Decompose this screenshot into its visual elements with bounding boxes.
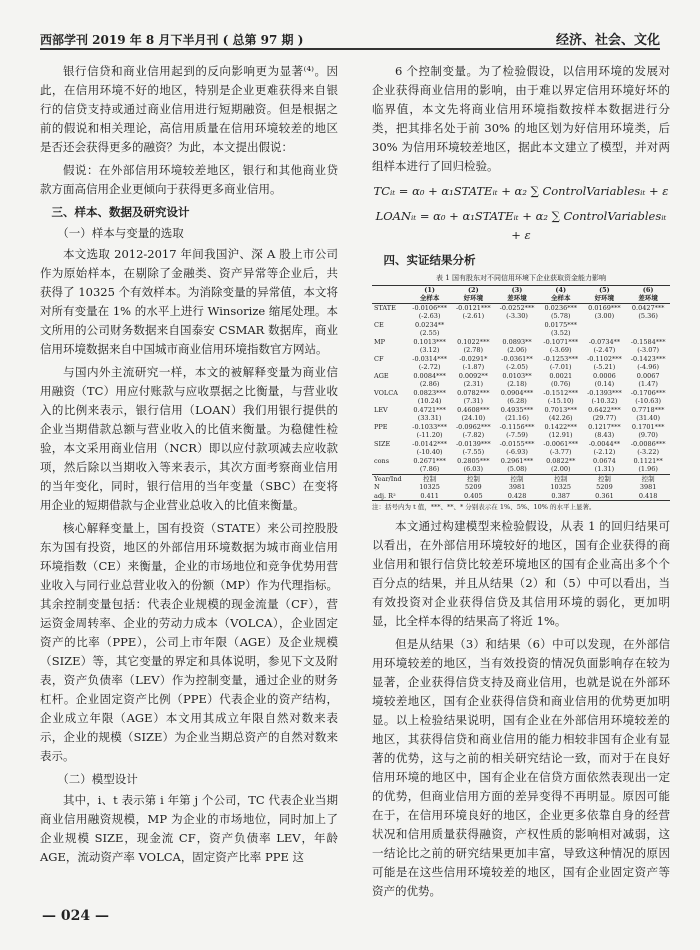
table-row bbox=[372, 389, 670, 398]
table-row bbox=[372, 457, 670, 466]
table-cell bbox=[372, 312, 408, 321]
table-cell: 0.2671*** bbox=[413, 456, 446, 465]
table-cell: 3981 bbox=[639, 483, 657, 491]
table-cell: 0.0084*** bbox=[413, 371, 446, 380]
table-cell: Year/Ind bbox=[374, 474, 402, 483]
table-cell: CE bbox=[374, 320, 384, 329]
table-cell: N bbox=[374, 483, 380, 491]
table-row bbox=[372, 448, 670, 457]
section-heading: 三、样本、数据及研究设计 bbox=[51, 205, 190, 219]
table-cell: 0.0893** bbox=[502, 337, 532, 346]
table-row bbox=[372, 355, 670, 364]
table-cell: 控制 bbox=[423, 474, 437, 483]
table-cell: (2.55) bbox=[419, 329, 440, 337]
table-row bbox=[372, 474, 670, 483]
paragraph: 与国内外主流研究一样，本文的被解释变量为商业信用融资（TC）用应付账款与应收票据之比衡量，与营业收入的比例来表示，银行信用（LOAN）我们用银行提供的企业当期借款总额与营业收入的比值来衡量。为稳健性检验，本文采用商业信用（NCR）即以应付款项减去应收款项，然后除以当期收入等来表示，其次方面考察商业信用的当年变化，同时，银行信用的当年变量（SBC）在变将用企业的短期借款与企业营业总收入的比值来衡量。 bbox=[40, 365, 338, 512]
table-cell: (-7.82) bbox=[462, 431, 485, 439]
table-header-cell: (2) bbox=[467, 285, 479, 294]
table-note: 注：括号内为 t 值，***、**、* 分别表示在 1%、5%、10% 的水平上显著。 bbox=[372, 503, 596, 511]
table-cell bbox=[451, 321, 495, 330]
table-cell: -0.0962*** bbox=[455, 422, 491, 431]
table-header-cell bbox=[372, 294, 408, 303]
table-cell: 0.0782*** bbox=[457, 388, 490, 397]
table-cell bbox=[372, 380, 408, 389]
table-cell bbox=[626, 329, 670, 338]
table-cell: 控制 bbox=[466, 474, 480, 483]
table-cell: -0.0139*** bbox=[455, 439, 491, 448]
table-cell: (-2.61) bbox=[462, 312, 485, 320]
table-cell: (2.86) bbox=[419, 380, 440, 388]
table-cell: 0.1013*** bbox=[413, 337, 446, 346]
table-cell: -0.0061*** bbox=[543, 439, 579, 448]
table-cell bbox=[372, 448, 408, 457]
table-row bbox=[372, 414, 670, 423]
table-cell: 0.0234** bbox=[414, 320, 445, 329]
table-cell: 0.0823*** bbox=[413, 388, 446, 397]
table-cell: (-2.05) bbox=[506, 363, 528, 371]
table-cell: -0.1071*** bbox=[543, 337, 579, 346]
table-cell: CF bbox=[374, 354, 384, 363]
table-cell: (3.12) bbox=[419, 346, 440, 354]
table-cell: -0.0142*** bbox=[412, 439, 447, 448]
table-cell: (5.78) bbox=[550, 312, 571, 320]
table-cell: -0.1156*** bbox=[499, 422, 535, 431]
table-cell: 0.0006 bbox=[593, 371, 616, 380]
table-cell: 0.4608*** bbox=[457, 405, 490, 414]
regression-table-block bbox=[372, 274, 670, 511]
paragraph: 假说：在外部信用环境较差地区，银行和其他商业贷款方面高信用企业更倾向于获得更多商业信用。 bbox=[40, 163, 338, 196]
table-cell: 0.0103** bbox=[502, 371, 532, 380]
table-cell: VOLCA bbox=[374, 388, 398, 397]
paragraph: 6 个控制变量。为了检验假设，以信用环境的发展对企业获得商业信用的影响，由于难以界定信用环境好坏的临界值，本文先将商业信用环境指数按样本数据进行分类，把其排名处于前 30% 的地区划为好信用环境类，后 30% 为信用环境较差地区，据此本文建立了模型，并对两组样本进行了回归检验。 bbox=[372, 64, 670, 173]
page-header bbox=[40, 22, 660, 50]
table-header-cell: (5) bbox=[599, 285, 610, 294]
table-cell: (31.40) bbox=[636, 414, 660, 422]
table-cell: 0.1121** bbox=[633, 456, 663, 465]
paragraph: 本文选取 2012-2017 年间我国沪、深 A 股上市公司作为原始样本，在剔除了金融类、资产异常等企业后，共获得了 10325 个有效样本。为消除变量的异常值，本文将对所有变量在 1% 的水平上进行 Winsorize 缩尾处理。本文所用的公司财务数据来自国泰安 CSMAR 数据库，商业信用环境数据来自中国城市商业信用环境指数官方网站。 bbox=[40, 247, 338, 356]
table-cell: 0.2961*** bbox=[500, 456, 534, 465]
table-cell: -0.0252*** bbox=[499, 303, 535, 312]
table-cell: 0.4935*** bbox=[500, 405, 534, 414]
table-row bbox=[372, 397, 670, 406]
table-cell: (-7.01) bbox=[549, 363, 572, 371]
table-cell: -0.0361** bbox=[501, 354, 533, 363]
table-cell: (24.10) bbox=[461, 414, 486, 422]
table-cell: (6.03) bbox=[463, 465, 484, 473]
table-cell bbox=[372, 397, 408, 406]
table-cell: 10325 bbox=[550, 483, 572, 491]
table-cell: (10.24) bbox=[417, 397, 442, 405]
table-cell: (33.31) bbox=[417, 414, 442, 422]
table-cell: (5.36) bbox=[638, 312, 658, 320]
table-cell: 控制 bbox=[510, 474, 524, 483]
table-cell: -0.1102*** bbox=[587, 354, 622, 363]
table-cell: (0.14) bbox=[594, 380, 615, 388]
table-header-cell: (6) bbox=[642, 285, 654, 294]
table-cell: (-2.47) bbox=[593, 346, 616, 354]
table-cell bbox=[372, 414, 408, 423]
table-cell: -0.0291* bbox=[459, 354, 488, 363]
table-cell: (0.76) bbox=[550, 380, 571, 388]
table-row bbox=[372, 372, 670, 381]
table-row bbox=[372, 312, 670, 321]
table-cell: LEV bbox=[374, 405, 388, 414]
table-row bbox=[372, 423, 670, 432]
table-header-cell: 好环境 bbox=[583, 294, 627, 303]
table-row bbox=[372, 465, 670, 474]
journal-info: 西部学刊 2019 年 8 月下半月刊 ( 总第 97 期 ) bbox=[40, 33, 304, 47]
formula: LOANᵢₜ = α₀ + α₁STATEᵢₜ + α₂ ∑ ControlVariablesᵢₜ + ε bbox=[375, 209, 667, 242]
table-cell: MP bbox=[374, 337, 386, 346]
table-cell: (-4.96) bbox=[637, 363, 660, 371]
subsection-heading: （二）模型设计 bbox=[57, 772, 138, 786]
section-label: 经济、社会、文化 bbox=[555, 33, 660, 48]
table-cell: 0.0169*** bbox=[588, 303, 621, 312]
table-cell: -0.0044** bbox=[588, 439, 621, 448]
table-header-cell bbox=[372, 285, 408, 294]
table-cell: 10325 bbox=[419, 483, 440, 491]
table-cell: (-15.10) bbox=[547, 397, 574, 405]
table-cell: 0.0021 bbox=[549, 371, 573, 380]
table-cell: (5.08) bbox=[507, 465, 527, 473]
table-header-cell: 好环境 bbox=[451, 294, 495, 303]
table-cell: -0.0314*** bbox=[412, 354, 447, 363]
table-row bbox=[372, 338, 670, 347]
table-cell: (2.18) bbox=[507, 380, 527, 388]
table-cell: 0.0175*** bbox=[544, 320, 577, 329]
table-cell: (1.47) bbox=[638, 380, 658, 388]
table-cell: 控制 bbox=[641, 474, 655, 483]
table-cell: -0.1423*** bbox=[630, 354, 666, 363]
table-cell: (42.26) bbox=[548, 414, 573, 422]
table-cell: (29.77) bbox=[592, 414, 617, 422]
table-row bbox=[372, 363, 670, 372]
table-cell bbox=[451, 329, 495, 338]
table-header-cell: 全样本 bbox=[408, 294, 452, 303]
table-cell: 0.0236*** bbox=[544, 303, 577, 312]
table-cell: SIZE bbox=[374, 439, 391, 448]
table-cell: 0.1217*** bbox=[588, 422, 621, 431]
table-cell: 0.0904*** bbox=[500, 388, 534, 397]
table-header-row bbox=[372, 294, 670, 303]
table-cell: (-3.77) bbox=[549, 448, 572, 456]
table-row bbox=[372, 346, 670, 355]
table-header-cell: 全样本 bbox=[539, 294, 583, 303]
table-cell: (-7.59) bbox=[506, 431, 528, 439]
table-row bbox=[372, 321, 670, 330]
table-cell: (1.31) bbox=[594, 465, 615, 473]
table-row bbox=[372, 303, 670, 312]
table-cell: 0.0092** bbox=[458, 371, 488, 380]
table-cell: adj. R² bbox=[374, 491, 396, 500]
table-row bbox=[372, 406, 670, 415]
table-cell: 0.6422*** bbox=[588, 405, 621, 414]
table-cell: STATE bbox=[374, 303, 396, 312]
table-cell: (1.96) bbox=[638, 465, 658, 473]
paragraph: 其中，i、t 表示第 i 年第 j 个公司，TC 代表企业当期商业信用融资规模，MP 为企业的市场地位，同时加上了企业规模 SIZE，现金流 CF，资产负债率 LEV，年龄 AGE，流动资产率 VOLCA，固定资产比率 PPE 这 bbox=[40, 793, 338, 864]
table-cell: (-2.63) bbox=[418, 312, 441, 320]
table-cell: -0.1253*** bbox=[543, 354, 579, 363]
table-cell: 0.7718*** bbox=[631, 405, 665, 414]
table-cell: 0.411 bbox=[420, 491, 439, 500]
table-cell: (-2.72) bbox=[418, 363, 441, 371]
table-cell: 0.418 bbox=[638, 491, 658, 500]
table-row bbox=[372, 483, 670, 492]
table-header-cell: 差环境 bbox=[495, 294, 539, 303]
table-cell: (-3.07) bbox=[637, 346, 660, 354]
table-cell: -0.0155*** bbox=[499, 439, 535, 448]
table-cell: 0.1701*** bbox=[631, 422, 665, 431]
table-cell: -0.0106*** bbox=[412, 303, 447, 312]
table-cell: 控制 bbox=[554, 474, 568, 483]
table-header-cell: (1) bbox=[424, 285, 435, 294]
table-cell: -0.0734** bbox=[588, 337, 621, 346]
table-cell: -0.0121*** bbox=[455, 303, 491, 312]
table-cell: cons bbox=[374, 456, 390, 465]
table-cell: (6.28) bbox=[507, 397, 527, 405]
table-cell: (-10.63) bbox=[635, 397, 662, 405]
table-cell: (-3.30) bbox=[506, 312, 528, 320]
regression-table bbox=[372, 285, 670, 502]
table-cell: (3.52) bbox=[550, 329, 571, 337]
table-cell: 3981 bbox=[508, 483, 526, 491]
table-cell: (-10.32) bbox=[591, 397, 618, 405]
table-row bbox=[372, 492, 670, 501]
table-cell: (-5.21) bbox=[593, 363, 616, 371]
table-cell: (7.86) bbox=[419, 465, 440, 473]
subsection-heading: （一）样本与变量的选取 bbox=[57, 226, 184, 240]
table-cell: (21.16) bbox=[505, 414, 529, 422]
table-cell: 0.405 bbox=[464, 491, 483, 500]
table-cell: -0.1393*** bbox=[587, 388, 622, 397]
table-cell: (8.43) bbox=[594, 431, 615, 439]
table-cell: -0.1512*** bbox=[543, 388, 579, 397]
formula: TCᵢₜ = α₀ + α₁STATEᵢₜ + α₂ ∑ ControlVariablesᵢₜ + ε bbox=[373, 184, 669, 198]
table-header-row bbox=[372, 285, 670, 294]
table-header-cell: (3) bbox=[511, 285, 523, 294]
table-header-cell: (4) bbox=[555, 285, 567, 294]
table-cell: (-7.55) bbox=[462, 448, 485, 456]
paragraph: 本文通过构建模型来检验假设，从表 1 的回归结果可以看出，在外部信用环境较好的地区，国有企业获得的商业信用和银行信贷比较差环境地区的国有企业高出多个个百分点的结果，并且从结果（2）和（5）中可以看出，当有效投资对企业获得信贷及其信用环境的弱化，更加明显，比全样本得的结果高了将近 1%。 bbox=[372, 519, 670, 628]
table-cell: (-2.12) bbox=[593, 448, 616, 456]
table-cell: (-10.40) bbox=[416, 448, 443, 456]
table-cell: 0.0674 bbox=[593, 456, 616, 465]
table-row bbox=[372, 431, 670, 440]
table-cell: (-3.22) bbox=[637, 448, 660, 456]
table-cell: 5209 bbox=[596, 483, 613, 491]
table-row bbox=[372, 329, 670, 338]
table-cell bbox=[372, 329, 408, 338]
table-cell: (-1.87) bbox=[462, 363, 485, 371]
table-cell: (3.00) bbox=[594, 312, 615, 320]
table-cell: -0.1033*** bbox=[412, 422, 447, 431]
table-cell: (2.78) bbox=[463, 346, 484, 354]
table-cell: (-11.20) bbox=[416, 431, 443, 439]
table-cell: (2.06) bbox=[507, 346, 527, 354]
table-cell: 0.0067 bbox=[636, 371, 660, 380]
table-row bbox=[372, 380, 670, 389]
paragraph: 核心解释变量上，国有投资（STATE）来公司控股股东为国有投资，地区的外部信用环境数据为城市商业信用环境指数（CE）来衡量，企业的市场地位和竞争优势用营业收入与同行业总营业收入的份额（MP）作为代理指标。其余控制变量包括：代表企业规模的现金流量（CF），营运资金周转率、企业的劳动力成本（VOLCA），企业固定资产的比率（PPE），公司上市年限（AGE）及企业规模（SIZE）等，其它变量的界定和具体说明，参见下文及附表，资产负债率（LEV）作为控制变量，通过企业的财务杠杆。企业固定资产比例（PPE）代表企业的资产结构，企业成立年限（AGE）本文用其成立年限自然对数来表示，企业的规模（SIZE）为企业当期总资产的自然对数来表示。 bbox=[40, 521, 338, 763]
table-cell: (2.00) bbox=[550, 465, 571, 473]
table-cell bbox=[583, 321, 627, 330]
table-cell: 0.2805*** bbox=[457, 456, 490, 465]
table-cell: (-3.69) bbox=[549, 346, 572, 354]
table-cell bbox=[372, 465, 408, 474]
table-cell: 0.428 bbox=[507, 491, 527, 500]
table-cell: AGE bbox=[374, 371, 389, 380]
table-cell bbox=[372, 363, 408, 372]
paragraph: 但是从结果（3）和结果（6）中可以发现，在外部信用环境较差的地区，当有效投资的情况负面影响存在较为显著，企业获得信贷支持及商业信用，也就是说在外部环境较差地区，国有企业获得信贷和商业信用的优势更加明显。以上检验结果说明，国有企业在外部信用环境较差的地区，其获得信贷和商业信用的能力相较非国有企业有显著的优势，这与之前的相关研究结论一致，而对于在良好信用环境的地区中，国有企业在信贷方面依然表现出一定的优势，但商业信用方面的差异变得不再明显。原因可能在于，在信用环境良好的地区，企业更多依靠自身的经营状况和信用质量获得融资，产权性质的影响相对减弱，这一结论比之前的研究结果更加丰富，导致这种情况的原因可能是在这些信用环境较差的地区，国有企业固定资产等资产的优势。 bbox=[372, 637, 670, 898]
table-title: 表 1 国有股东对不同信用环境下企业获取资金能力影响 bbox=[436, 274, 606, 282]
table-cell: -0.1706*** bbox=[630, 388, 666, 397]
table-cell: (9.70) bbox=[638, 431, 658, 439]
table-cell: 0.1422*** bbox=[544, 422, 577, 431]
table-cell bbox=[495, 321, 539, 330]
page-number: — 024 — bbox=[42, 908, 109, 924]
table-cell: 0.361 bbox=[595, 491, 614, 500]
table-cell bbox=[583, 329, 627, 338]
section-heading: 四、实证结果分析 bbox=[383, 253, 476, 267]
table-cell: -0.0086*** bbox=[630, 439, 666, 448]
table-cell: 0.0427*** bbox=[631, 303, 665, 312]
table-cell: 5209 bbox=[465, 483, 482, 491]
table-cell bbox=[626, 321, 670, 330]
right-column bbox=[372, 62, 670, 905]
table-cell: (2.31) bbox=[463, 380, 484, 388]
table-cell: (7.31) bbox=[463, 397, 484, 405]
table-cell: -0.1584*** bbox=[630, 337, 666, 346]
paragraph: 银行信贷和商业信用起到的反向影响更为显著⁽⁴⁾。因此，在信用环境不好的地区，特别是企业更难获得来自银行的信贷支持或通过商业信用进行短期融资。但是根据之前的假说和相关理论，高信用质量在信用环境较差的地区是否还会获得更多的融资？为此，本文提出假说： bbox=[40, 64, 338, 154]
table-header-cell: 差环境 bbox=[626, 294, 670, 303]
table-cell bbox=[372, 346, 408, 355]
table-cell: 0.4721*** bbox=[413, 405, 446, 414]
left-column bbox=[40, 62, 338, 871]
table-cell bbox=[495, 329, 539, 338]
table-cell: 0.0822** bbox=[546, 456, 576, 465]
table-cell: 0.387 bbox=[551, 491, 571, 500]
table-cell: (-6.93) bbox=[506, 448, 528, 456]
table-cell bbox=[372, 431, 408, 440]
table-cell: 0.7013*** bbox=[544, 405, 577, 414]
table-cell: PPE bbox=[374, 422, 388, 431]
table-cell: 控制 bbox=[597, 474, 611, 483]
table-row bbox=[372, 440, 670, 449]
table-cell: 0.1022*** bbox=[457, 337, 490, 346]
table-cell: (12.91) bbox=[548, 431, 573, 439]
